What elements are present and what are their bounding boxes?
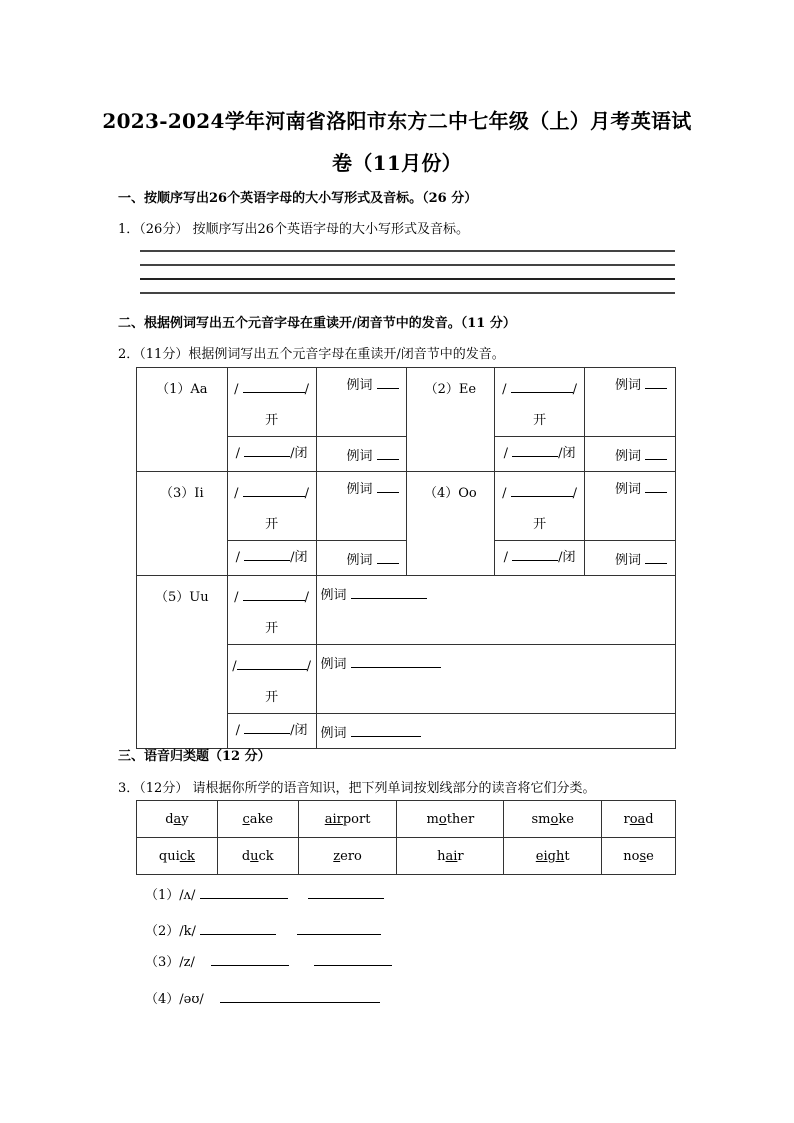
closed-syllable-slot-u[interactable]: / /闭 bbox=[227, 714, 316, 749]
example-word-slot-u-1[interactable]: 例词 bbox=[316, 576, 675, 645]
word-cell: smoke bbox=[504, 801, 602, 838]
section-1-heading: 一、按顺序写出26个英语字母的大小写形式及音标。（26 分） bbox=[118, 191, 478, 206]
word-cell: hair bbox=[397, 838, 504, 875]
answer-line-4[interactable]: （4）/əʊ/ bbox=[145, 988, 380, 1007]
vowel-label-u: （5）Uu bbox=[137, 576, 228, 749]
word-cell: quick bbox=[137, 838, 218, 875]
word-cell: eight bbox=[504, 838, 602, 875]
question-1: 1．（26分） 按顺序写出26个英语字母的大小写形式及音标。 bbox=[118, 222, 469, 237]
writing-line bbox=[140, 278, 675, 280]
open-syllable-slot-o[interactable]: / / 开 bbox=[495, 472, 585, 541]
example-word-slot-u-closed[interactable]: 例词 bbox=[316, 714, 675, 749]
page-title-line-1: 2023-2024学年河南省洛阳市东方二中七年级（上）月考英语试 bbox=[102, 109, 692, 133]
section-3-heading: 三、语音归类题（12 分） bbox=[118, 749, 271, 764]
word-cell: cake bbox=[217, 801, 298, 838]
closed-syllable-slot-e[interactable]: / /闭 bbox=[495, 437, 585, 472]
answer-line-2[interactable]: （2）/k/ bbox=[145, 920, 381, 939]
section-2-heading: 二、根据例词写出五个元音字母在重读开/闭音节中的发音。（11 分） bbox=[118, 316, 516, 331]
example-word-slot-e-open[interactable]: 例词 bbox=[585, 368, 676, 437]
question-3: 3．（12分） 请根据你所学的语音知识，把下列单词按划线部分的读音将它们分类。 bbox=[118, 781, 596, 796]
page-title-line-2: 卷（11月份） bbox=[332, 151, 462, 175]
word-cell: nose bbox=[602, 838, 676, 875]
closed-syllable-slot-a[interactable]: / /闭 bbox=[227, 437, 316, 472]
writing-line bbox=[140, 264, 675, 266]
question-2: 2．（11分）根据例词写出五个元音字母在重读开/闭音节中的发音。 bbox=[118, 347, 505, 362]
word-cell: duck bbox=[217, 838, 298, 875]
open-syllable-slot-e[interactable]: / / 开 bbox=[495, 368, 585, 437]
answer-line-1[interactable]: （1）/ʌ/ bbox=[145, 884, 384, 903]
word-cell: mother bbox=[397, 801, 504, 838]
open-syllable-slot-u-1[interactable]: / / 开 bbox=[227, 576, 316, 645]
word-cell: road bbox=[602, 801, 676, 838]
example-word-slot-o-closed[interactable]: 例词 bbox=[585, 541, 676, 576]
example-word-slot-u-2[interactable]: 例词 bbox=[316, 645, 675, 714]
example-word-slot-a-closed[interactable]: 例词 bbox=[316, 437, 406, 472]
open-syllable-slot-u-2[interactable]: / / 开 bbox=[227, 645, 316, 714]
open-syllable-slot-a[interactable]: / / 开 bbox=[227, 368, 316, 437]
vowel-label-e: （2）Ee bbox=[406, 368, 495, 472]
closed-syllable-slot-i[interactable]: / /闭 bbox=[227, 541, 316, 576]
word-cell: day bbox=[137, 801, 218, 838]
example-word-slot-i-closed[interactable]: 例词 bbox=[316, 541, 406, 576]
word-table bbox=[136, 800, 676, 875]
example-word-slot-a-open[interactable]: 例词 bbox=[316, 368, 406, 437]
open-syllable-slot-i[interactable]: / / 开 bbox=[227, 472, 316, 541]
writing-line bbox=[140, 250, 675, 252]
example-word-slot-o-open[interactable]: 例词 bbox=[585, 472, 676, 541]
word-cell: zero bbox=[298, 838, 397, 875]
word-cell: airport bbox=[298, 801, 397, 838]
answer-line-3[interactable]: （3）/z/ bbox=[145, 951, 392, 970]
vowel-label-a: （1）Aa bbox=[137, 368, 228, 472]
example-word-slot-e-closed[interactable]: 例词 bbox=[585, 437, 676, 472]
example-word-slot-i-open[interactable]: 例词 bbox=[316, 472, 406, 541]
closed-syllable-slot-o[interactable]: / /闭 bbox=[495, 541, 585, 576]
vowel-label-o: （4）Oo bbox=[406, 472, 495, 576]
vowel-sound-table bbox=[136, 367, 676, 749]
writing-line bbox=[140, 292, 675, 294]
vowel-label-i: （3）Ii bbox=[137, 472, 228, 576]
